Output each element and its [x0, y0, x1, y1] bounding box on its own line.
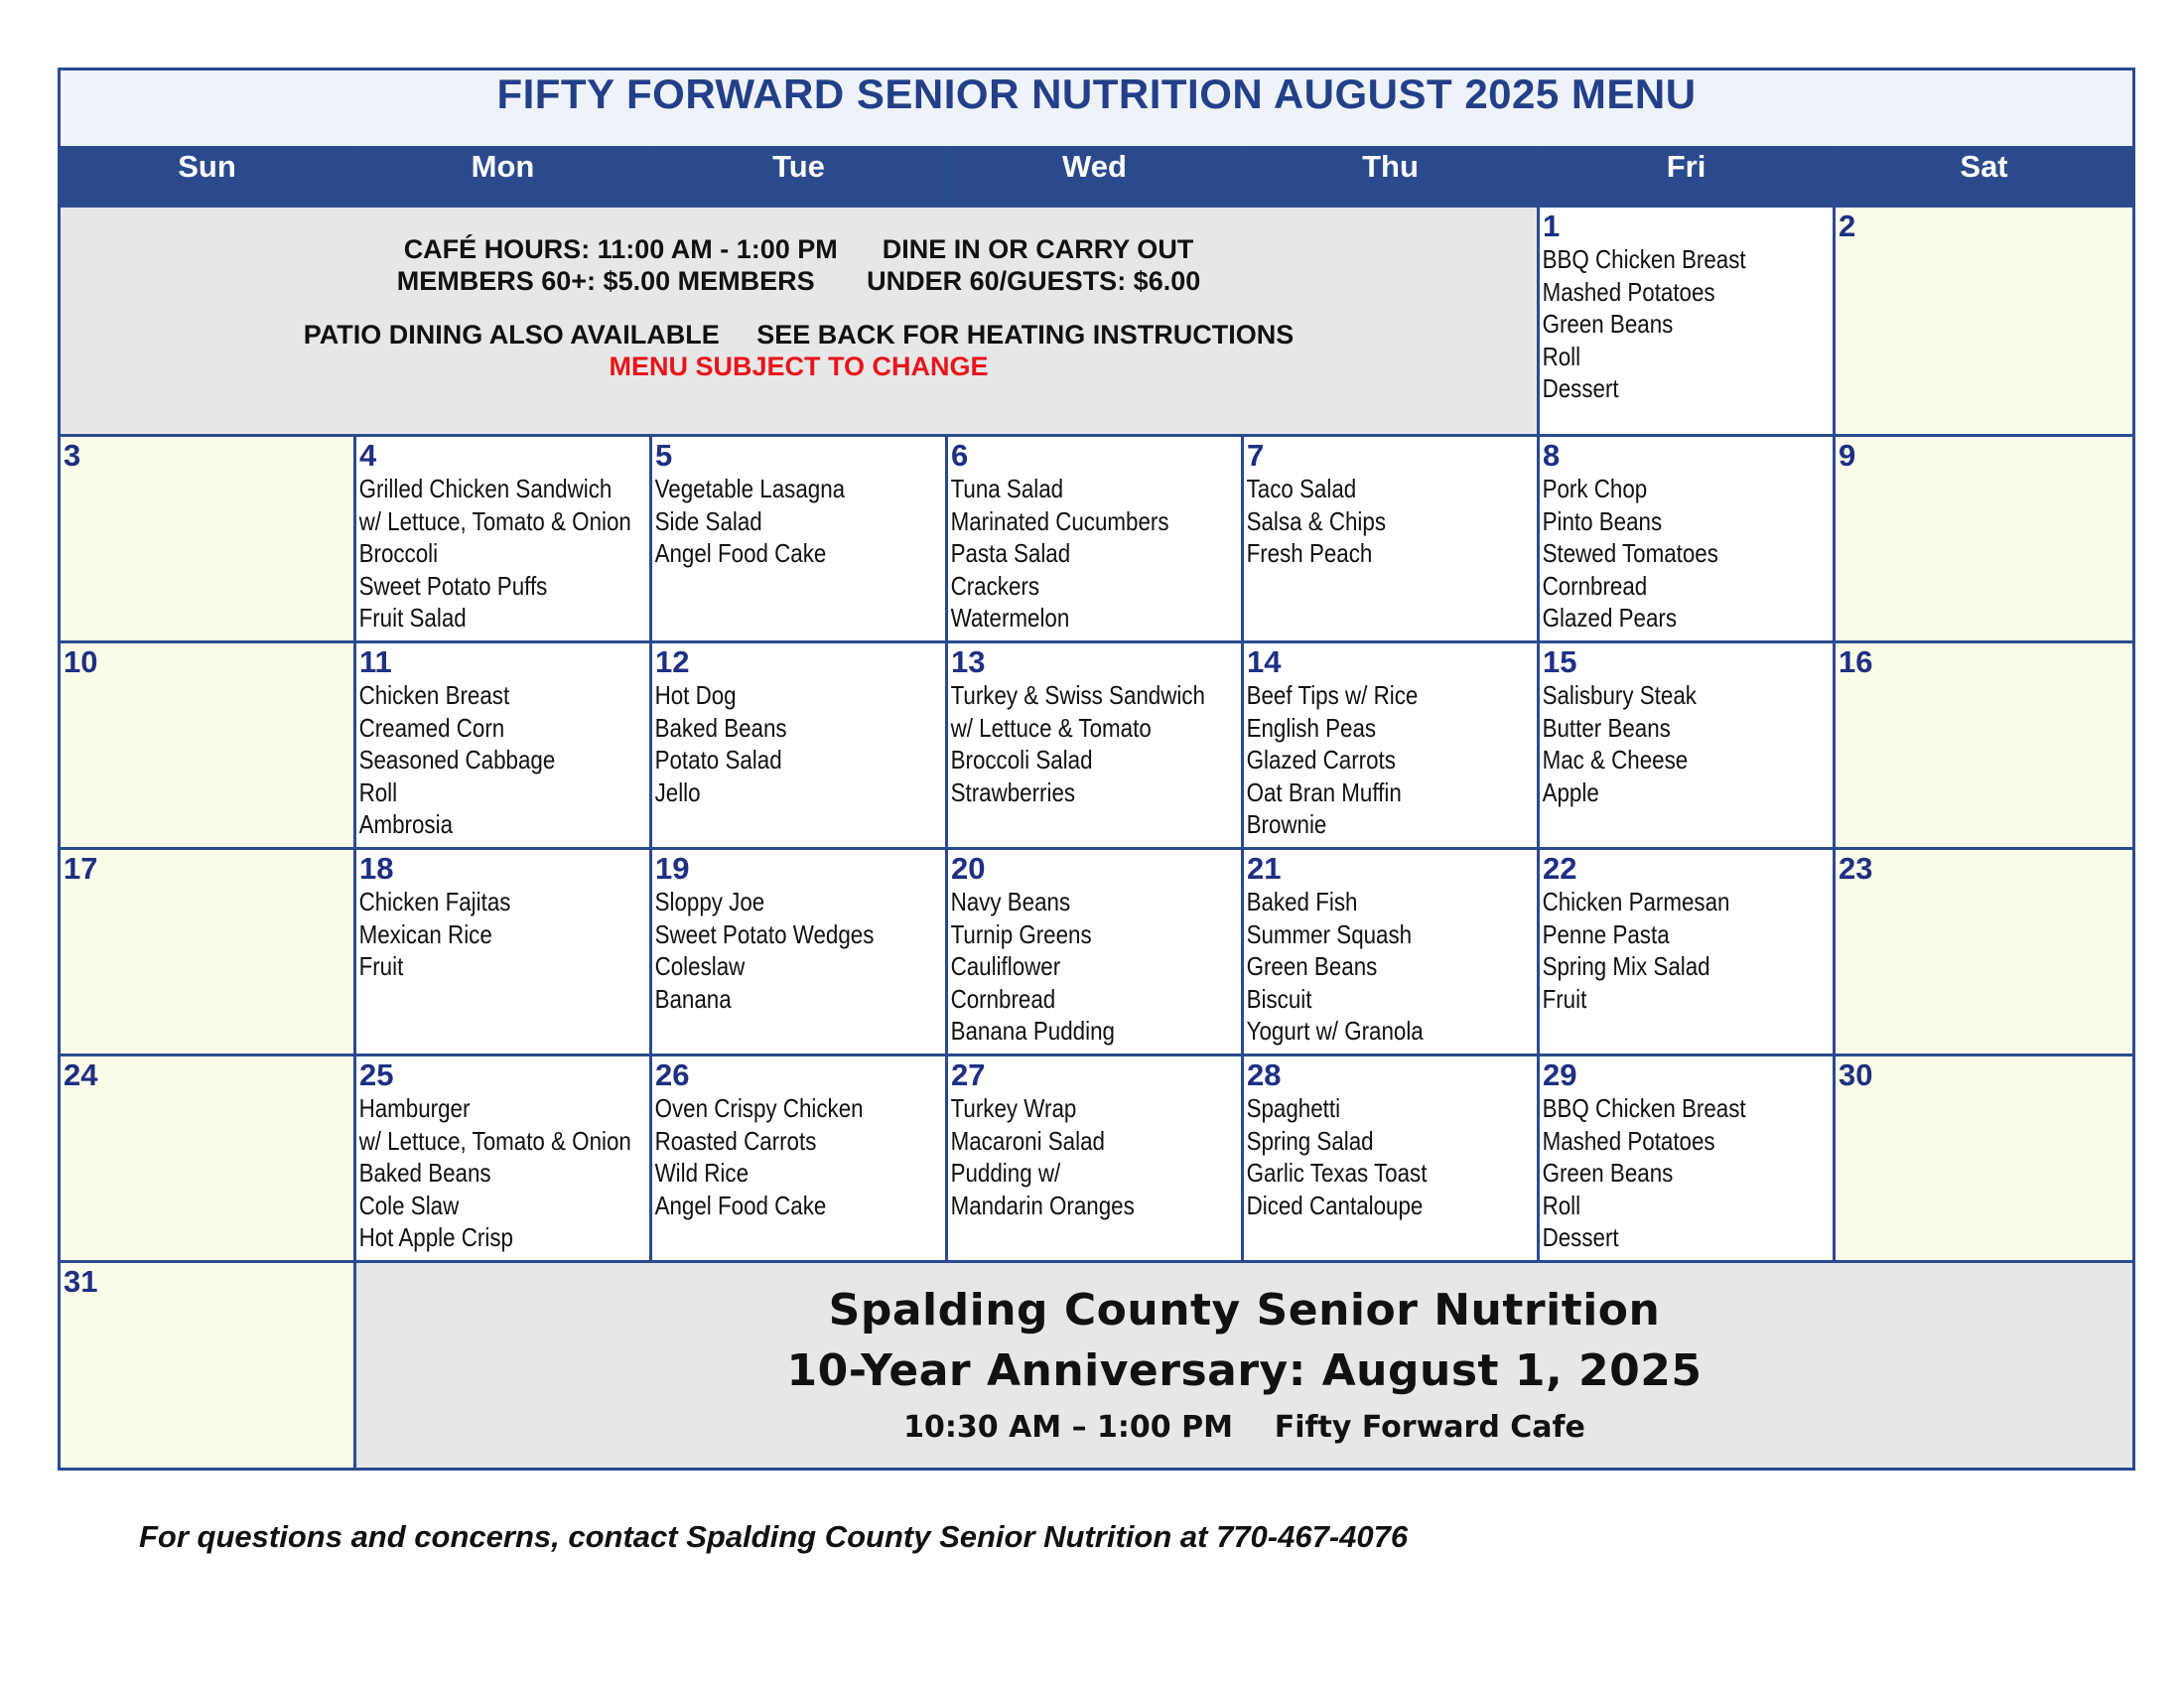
day-number: 21: [1247, 851, 1282, 886]
anniversary-banner: [355, 1262, 2134, 1470]
menu-item: Butter Beans: [1542, 712, 1671, 743]
day-cell: [947, 436, 1243, 642]
day-cell: [1539, 849, 1835, 1055]
dow-thu: Thu: [1243, 148, 1539, 207]
menu-item: Spring Salad: [1246, 1125, 1374, 1156]
day-cell: [355, 1055, 651, 1262]
day-cell: [1835, 642, 2134, 849]
menu-item: Baked Fish: [1246, 887, 1358, 916]
menu-item: Vegetable Lasagna: [654, 474, 846, 503]
day-cell: [1539, 207, 1835, 436]
menu-item: Broccoli: [358, 538, 439, 568]
menu-item: Summer Squash: [1246, 918, 1413, 949]
menu-item: Broccoli Salad: [950, 745, 1093, 774]
menu-item: Sloppy Joe: [654, 887, 765, 916]
day-number: 20: [951, 851, 986, 886]
menu-item: Hot Dog: [654, 680, 737, 710]
menu-item: Penne Pasta: [1542, 918, 1670, 949]
menu-item: Cornbread: [1542, 570, 1648, 601]
dow-sun: Sun: [60, 148, 355, 207]
menu-item: Hot Apple Crisp: [358, 1222, 513, 1252]
dow-mon: Mon: [355, 148, 651, 207]
menu-item: Watermelon: [950, 603, 1070, 633]
menu-item: Roll: [358, 776, 398, 807]
calendar-title: FIFTY FORWARD SENIOR NUTRITION AUGUST 2025 MENU: [60, 70, 2134, 148]
menu-item: Mexican Rice: [358, 918, 492, 949]
menu-item: Roll: [1542, 1190, 1581, 1220]
day-number: 22: [1543, 851, 1577, 886]
menu-item: Fresh Peach: [1246, 538, 1373, 568]
menu-change-notice: MENU SUBJECT TO CHANGE: [609, 352, 989, 381]
day-cell: [1243, 436, 1539, 642]
dow-fri: Fri: [1539, 148, 1835, 207]
menu-item: Roll: [1542, 341, 1581, 371]
contact-footer: For questions and concerns, contact Spalding County Senior Nutrition at 770-467-4076: [139, 1519, 1409, 1554]
menu-item: Oat Bran Muffin: [1246, 776, 1402, 807]
day-number: 3: [64, 438, 81, 473]
week-6: [60, 1262, 2134, 1470]
menu-item: Pinto Beans: [1542, 505, 1663, 536]
day-cell: [651, 849, 947, 1055]
day-cell: [1539, 1055, 1835, 1262]
day-cell: [60, 1262, 355, 1470]
menu-item: Wild Rice: [654, 1158, 750, 1188]
menu-item: Fruit Salad: [358, 603, 467, 633]
day-cell: [355, 436, 651, 642]
day-number: 25: [359, 1057, 394, 1092]
cafe-prices: MEMBERS 60+: $5.00 MEMBERS UNDER 60/GUESTS: $6.00: [396, 266, 1201, 296]
menu-item: Baked Beans: [358, 1158, 491, 1188]
day-cell: [355, 849, 651, 1055]
menu-item: Yogurt w/ Granola: [1246, 1016, 1424, 1046]
menu-item: Pudding w/: [950, 1158, 1061, 1188]
day-number: 1: [1543, 209, 1561, 243]
menu-item: Dessert: [1542, 1222, 1619, 1252]
menu-item: Banana Pudding: [950, 1016, 1115, 1046]
menu-item: BBQ Chicken Breast: [1542, 1093, 1746, 1123]
day-number: 13: [951, 644, 986, 679]
day-cell: [651, 642, 947, 849]
menu-item: Mashed Potatoes: [1542, 276, 1715, 307]
menu-item: Tuna Salad: [950, 474, 1064, 503]
menu-item: Turnip Greens: [950, 918, 1092, 949]
menu-item: Seasoned Cabbage: [358, 745, 556, 774]
day-cell: [1835, 436, 2134, 642]
menu-item: Ambrosia: [358, 809, 454, 839]
menu-item: Sweet Potato Puffs: [358, 570, 548, 601]
menu-item: Macaroni Salad: [950, 1125, 1105, 1156]
day-cell: [60, 1055, 355, 1262]
menu-item: w/ Lettuce & Tomato: [950, 712, 1152, 743]
menu-item: Cole Slaw: [358, 1190, 460, 1220]
menu-item: Coleslaw: [654, 951, 746, 981]
day-number: 9: [1839, 438, 1856, 473]
menu-item: Jello: [654, 776, 701, 807]
menu-item: Green Beans: [1542, 309, 1674, 339]
menu-item: Chicken Fajitas: [358, 887, 511, 916]
day-cell: [1539, 642, 1835, 849]
day-cell: [947, 1055, 1243, 1262]
day-cell: [1243, 849, 1539, 1055]
menu-item: Glazed Carrots: [1246, 745, 1396, 774]
day-cell: [355, 642, 651, 849]
menu-item: Baked Beans: [654, 712, 787, 743]
day-number: 16: [1839, 644, 1873, 679]
menu-item: Angel Food Cake: [654, 1190, 827, 1220]
week-5: [60, 1055, 2134, 1262]
day-number: 15: [1543, 644, 1577, 679]
menu-item: Brownie: [1246, 809, 1327, 839]
day-number: 12: [655, 644, 690, 679]
day-cell: [1539, 436, 1835, 642]
menu-item: Spaghetti: [1246, 1093, 1341, 1123]
menu-item: Grilled Chicken Sandwich: [358, 474, 613, 503]
day-number: 27: [951, 1057, 986, 1092]
menu-item: Diced Cantaloupe: [1246, 1190, 1424, 1220]
day-number: 17: [64, 851, 98, 886]
day-cell: [651, 1055, 947, 1262]
menu-item: Biscuit: [1246, 983, 1312, 1014]
menu-item: Mashed Potatoes: [1542, 1125, 1715, 1156]
day-number: 26: [655, 1057, 690, 1092]
day-cell: [947, 642, 1243, 849]
menu-item: BBQ Chicken Breast: [1542, 244, 1746, 274]
week-3: [60, 642, 2134, 849]
menu-item: Fruit: [358, 951, 404, 981]
menu-item: Angel Food Cake: [654, 538, 827, 568]
cafe-hours: CAFÉ HOURS: 11:00 AM - 1:00 PM DINE IN OR CARRY OUT: [403, 234, 1194, 264]
menu-item: Spring Mix Salad: [1542, 951, 1710, 981]
day-cell: [1835, 207, 2134, 436]
day-cell: [651, 436, 947, 642]
anniversary-date: 10-Year Anniversary: August 1, 2025: [786, 1345, 1703, 1396]
anniversary-title: Spalding County Senior Nutrition: [828, 1285, 1661, 1336]
menu-item: Roasted Carrots: [654, 1125, 817, 1156]
menu-item: Green Beans: [1542, 1158, 1674, 1188]
day-number: 6: [951, 438, 969, 473]
menu-item: Mac & Cheese: [1542, 745, 1689, 774]
day-number: 30: [1839, 1057, 1873, 1092]
menu-item: Apple: [1542, 776, 1599, 807]
menu-item: English Peas: [1246, 712, 1377, 743]
menu-item: Dessert: [1542, 373, 1619, 403]
day-cell: [1243, 642, 1539, 849]
day-cell: [1835, 1055, 2134, 1262]
menu-item: Mandarin Oranges: [950, 1190, 1135, 1220]
day-number: 29: [1543, 1057, 1577, 1092]
menu-item: Salsa & Chips: [1246, 505, 1387, 536]
day-number: 31: [64, 1264, 98, 1299]
menu-item: Stewed Tomatoes: [1542, 538, 1718, 568]
dow-sat: Sat: [1835, 148, 2134, 207]
menu-item: w/ Lettuce, Tomato & Onion: [358, 1125, 631, 1156]
day-cell: [60, 436, 355, 642]
dow-tue: Tue: [651, 148, 947, 207]
cafe-info-panel: [60, 207, 1539, 436]
day-number: 7: [1247, 438, 1265, 473]
menu-item: Salisbury Steak: [1542, 680, 1697, 710]
menu-item: Cornbread: [950, 983, 1056, 1014]
menu-item: Creamed Corn: [358, 712, 505, 743]
menu-item: Green Beans: [1246, 951, 1378, 981]
day-number: 19: [655, 851, 690, 886]
menu-item: Beef Tips w/ Rice: [1246, 680, 1419, 710]
menu-item: Turkey Wrap: [950, 1093, 1077, 1123]
day-cell: [1243, 1055, 1539, 1262]
menu-item: w/ Lettuce, Tomato & Onion: [358, 505, 631, 536]
dow-wed: Wed: [947, 148, 1243, 207]
day-number: 24: [64, 1057, 98, 1092]
cafe-patio-note: PATIO DINING ALSO AVAILABLE SEE BACK FOR HEATING INSTRUCTIONS: [303, 320, 1295, 350]
menu-item: Chicken Parmesan: [1542, 887, 1730, 916]
week-4: [60, 849, 2134, 1055]
menu-item: Strawberries: [950, 776, 1076, 807]
day-number: 11: [359, 644, 392, 679]
menu-item: Hamburger: [358, 1093, 471, 1123]
menu-item: Oven Crispy Chicken: [654, 1093, 864, 1123]
menu-item: Turkey & Swiss Sandwich: [950, 680, 1205, 710]
anniversary-time-location: 10:30 AM – 1:00 PM Fifty Forward Cafe: [903, 1410, 1585, 1445]
menu-item: Garlic Texas Toast: [1246, 1158, 1428, 1188]
menu-item: Glazed Pears: [1542, 603, 1678, 633]
menu-item: Banana: [654, 983, 732, 1014]
day-number: 4: [359, 438, 377, 473]
menu-item: Potato Salad: [654, 745, 782, 774]
day-number: 5: [655, 438, 673, 473]
menu-item: Cauliflower: [950, 951, 1061, 981]
day-number: 23: [1839, 851, 1873, 886]
week-2: [60, 436, 2134, 642]
menu-item: Chicken Breast: [358, 680, 510, 710]
day-cell: [60, 642, 355, 849]
menu-item: Navy Beans: [950, 887, 1071, 916]
day-number: 8: [1543, 438, 1561, 473]
menu-item: Pork Chop: [1542, 474, 1648, 503]
menu-item: Sweet Potato Wedges: [654, 918, 875, 949]
menu-item: Marinated Cucumbers: [950, 505, 1169, 536]
menu-item: Fruit: [1542, 983, 1587, 1014]
day-cell: [1835, 849, 2134, 1055]
day-cell: [60, 849, 355, 1055]
menu-calendar: [58, 68, 2132, 1471]
menu-item: Crackers: [950, 570, 1040, 601]
day-number: 2: [1839, 209, 1856, 243]
day-number: 14: [1247, 644, 1282, 679]
day-number: 18: [359, 851, 394, 886]
day-cell: [947, 849, 1243, 1055]
day-number: 10: [64, 644, 98, 679]
day-of-week-header: [60, 148, 2134, 207]
week-1: [60, 207, 2134, 436]
menu-item: Side Salad: [654, 505, 762, 536]
menu-item: Pasta Salad: [950, 538, 1071, 568]
menu-item: Taco Salad: [1246, 474, 1357, 503]
day-number: 28: [1247, 1057, 1282, 1092]
